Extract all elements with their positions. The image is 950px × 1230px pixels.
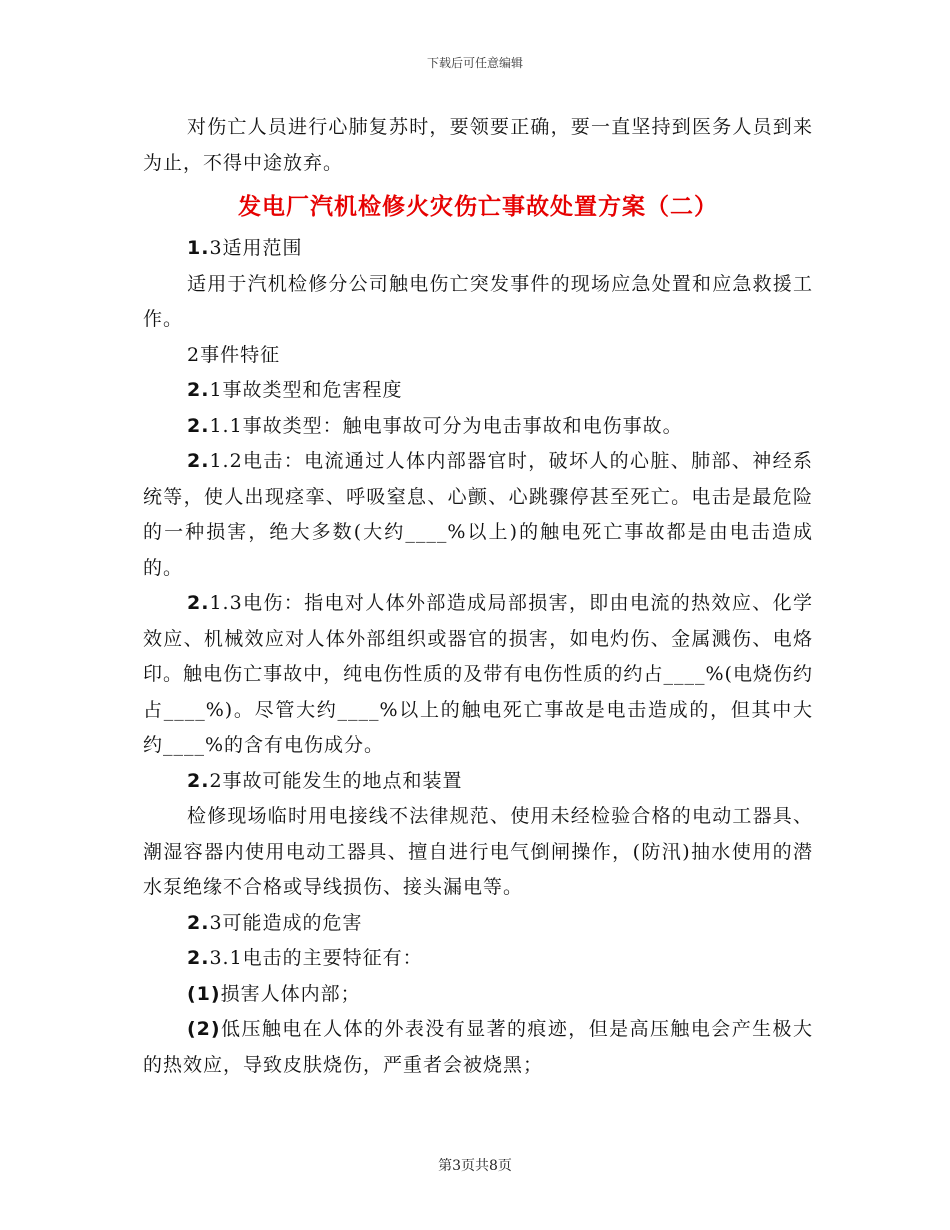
paragraph	[143, 444, 813, 586]
paragraph	[143, 799, 813, 906]
paragraph-number: 2.	[187, 450, 210, 472]
paragraph-text: 3.1电击的主要特征有：	[209, 947, 423, 969]
page-footer: 第3页共8页	[438, 1158, 512, 1174]
page-header: 下载后可任意编辑	[426, 56, 523, 70]
paragraph-text: 3可能造成的危害	[209, 911, 363, 934]
paragraph	[143, 586, 813, 764]
paragraph-number: 2.	[187, 414, 210, 437]
paragraph	[143, 409, 813, 445]
paragraph-number: (2)	[187, 1018, 221, 1040]
paragraph	[143, 906, 813, 942]
paragraph	[143, 1012, 813, 1083]
paragraph-text: 检修现场临时用电接线不法律规范、使用未经检验合格的电动工器具、潮湿容器内使用电动工器具、擅自进行电气倒闸操作，(防汛)抽水使用的潜水泵绝缘不合格或导线损伤、接头漏电等。	[143, 805, 813, 898]
paragraph-text: 2事件特征	[187, 343, 281, 366]
paragraph	[143, 110, 813, 181]
paragraph-text: 2事故可能发生的地点和装置	[209, 769, 463, 792]
paragraph-text: 1.1事故类型：触电事故可分为电击事故和电伤事故。	[209, 414, 683, 437]
paragraph-number: 2.	[187, 379, 210, 401]
paragraph-text: 3适用范围	[209, 237, 303, 259]
paragraph-number: 2.	[187, 592, 210, 614]
paragraph	[143, 977, 813, 1013]
paragraph	[143, 338, 813, 374]
document-body	[143, 110, 813, 1083]
paragraph	[143, 373, 813, 409]
paragraph-number: (1)	[187, 982, 221, 1005]
section-title: 发电厂汽机检修火灾伤亡事故处置方案（二）	[238, 194, 718, 220]
paragraph-number: 2.	[187, 911, 210, 934]
paragraph-text: 低压触电在人体的外表没有显著的痕迹，但是高压触电会产生极大的热效应，导致皮肤烧伤，严重者会被烧黑；	[143, 1018, 813, 1076]
paragraph-text: 适用于汽机检修分公司触电伤亡突发事件的现场应急处置和应急救援工作。	[143, 272, 813, 330]
paragraph	[143, 764, 813, 800]
paragraph-text: 1事故类型和危害程度	[209, 379, 403, 401]
paragraph-text: 对伤亡人员进行心肺复苏时，要领要正确，要一直坚持到医务人员到来为止，不得中途放弃。	[143, 116, 813, 174]
paragraph-number: 2.	[187, 947, 210, 969]
paragraph-text: 损害人体内部；	[220, 982, 361, 1005]
paragraph	[143, 231, 813, 267]
paragraph	[143, 941, 813, 977]
paragraph	[143, 267, 813, 338]
paragraph-number: 1.	[187, 237, 210, 259]
paragraph-number: 2.	[187, 769, 210, 792]
paragraph-text: 1.3电伤：指电对人体外部造成局部损害，即由电流的热效应、化学效应、机械效应对人体外部组织或器官的损害，如电灼伤、金属溅伤、电烙印。触电伤亡事故中，纯电伤性质的及带有电伤性质的约占____%(电烧伤约占____%)。尽管大约____%以上的触电死亡事故是电击造成的，但其中大约____%的含有电伤成分。	[143, 592, 813, 756]
paragraph-text: 1.2电击：电流通过人体内部器官时，破坏人的心脏、肺部、神经系统等，使人出现痉挛、呼吸窒息、心颤、心跳骤停甚至死亡。电击是最危险的一种损害，绝大多数(大约____%以上)的触电死亡事故都是由电击造成的。	[143, 450, 813, 579]
